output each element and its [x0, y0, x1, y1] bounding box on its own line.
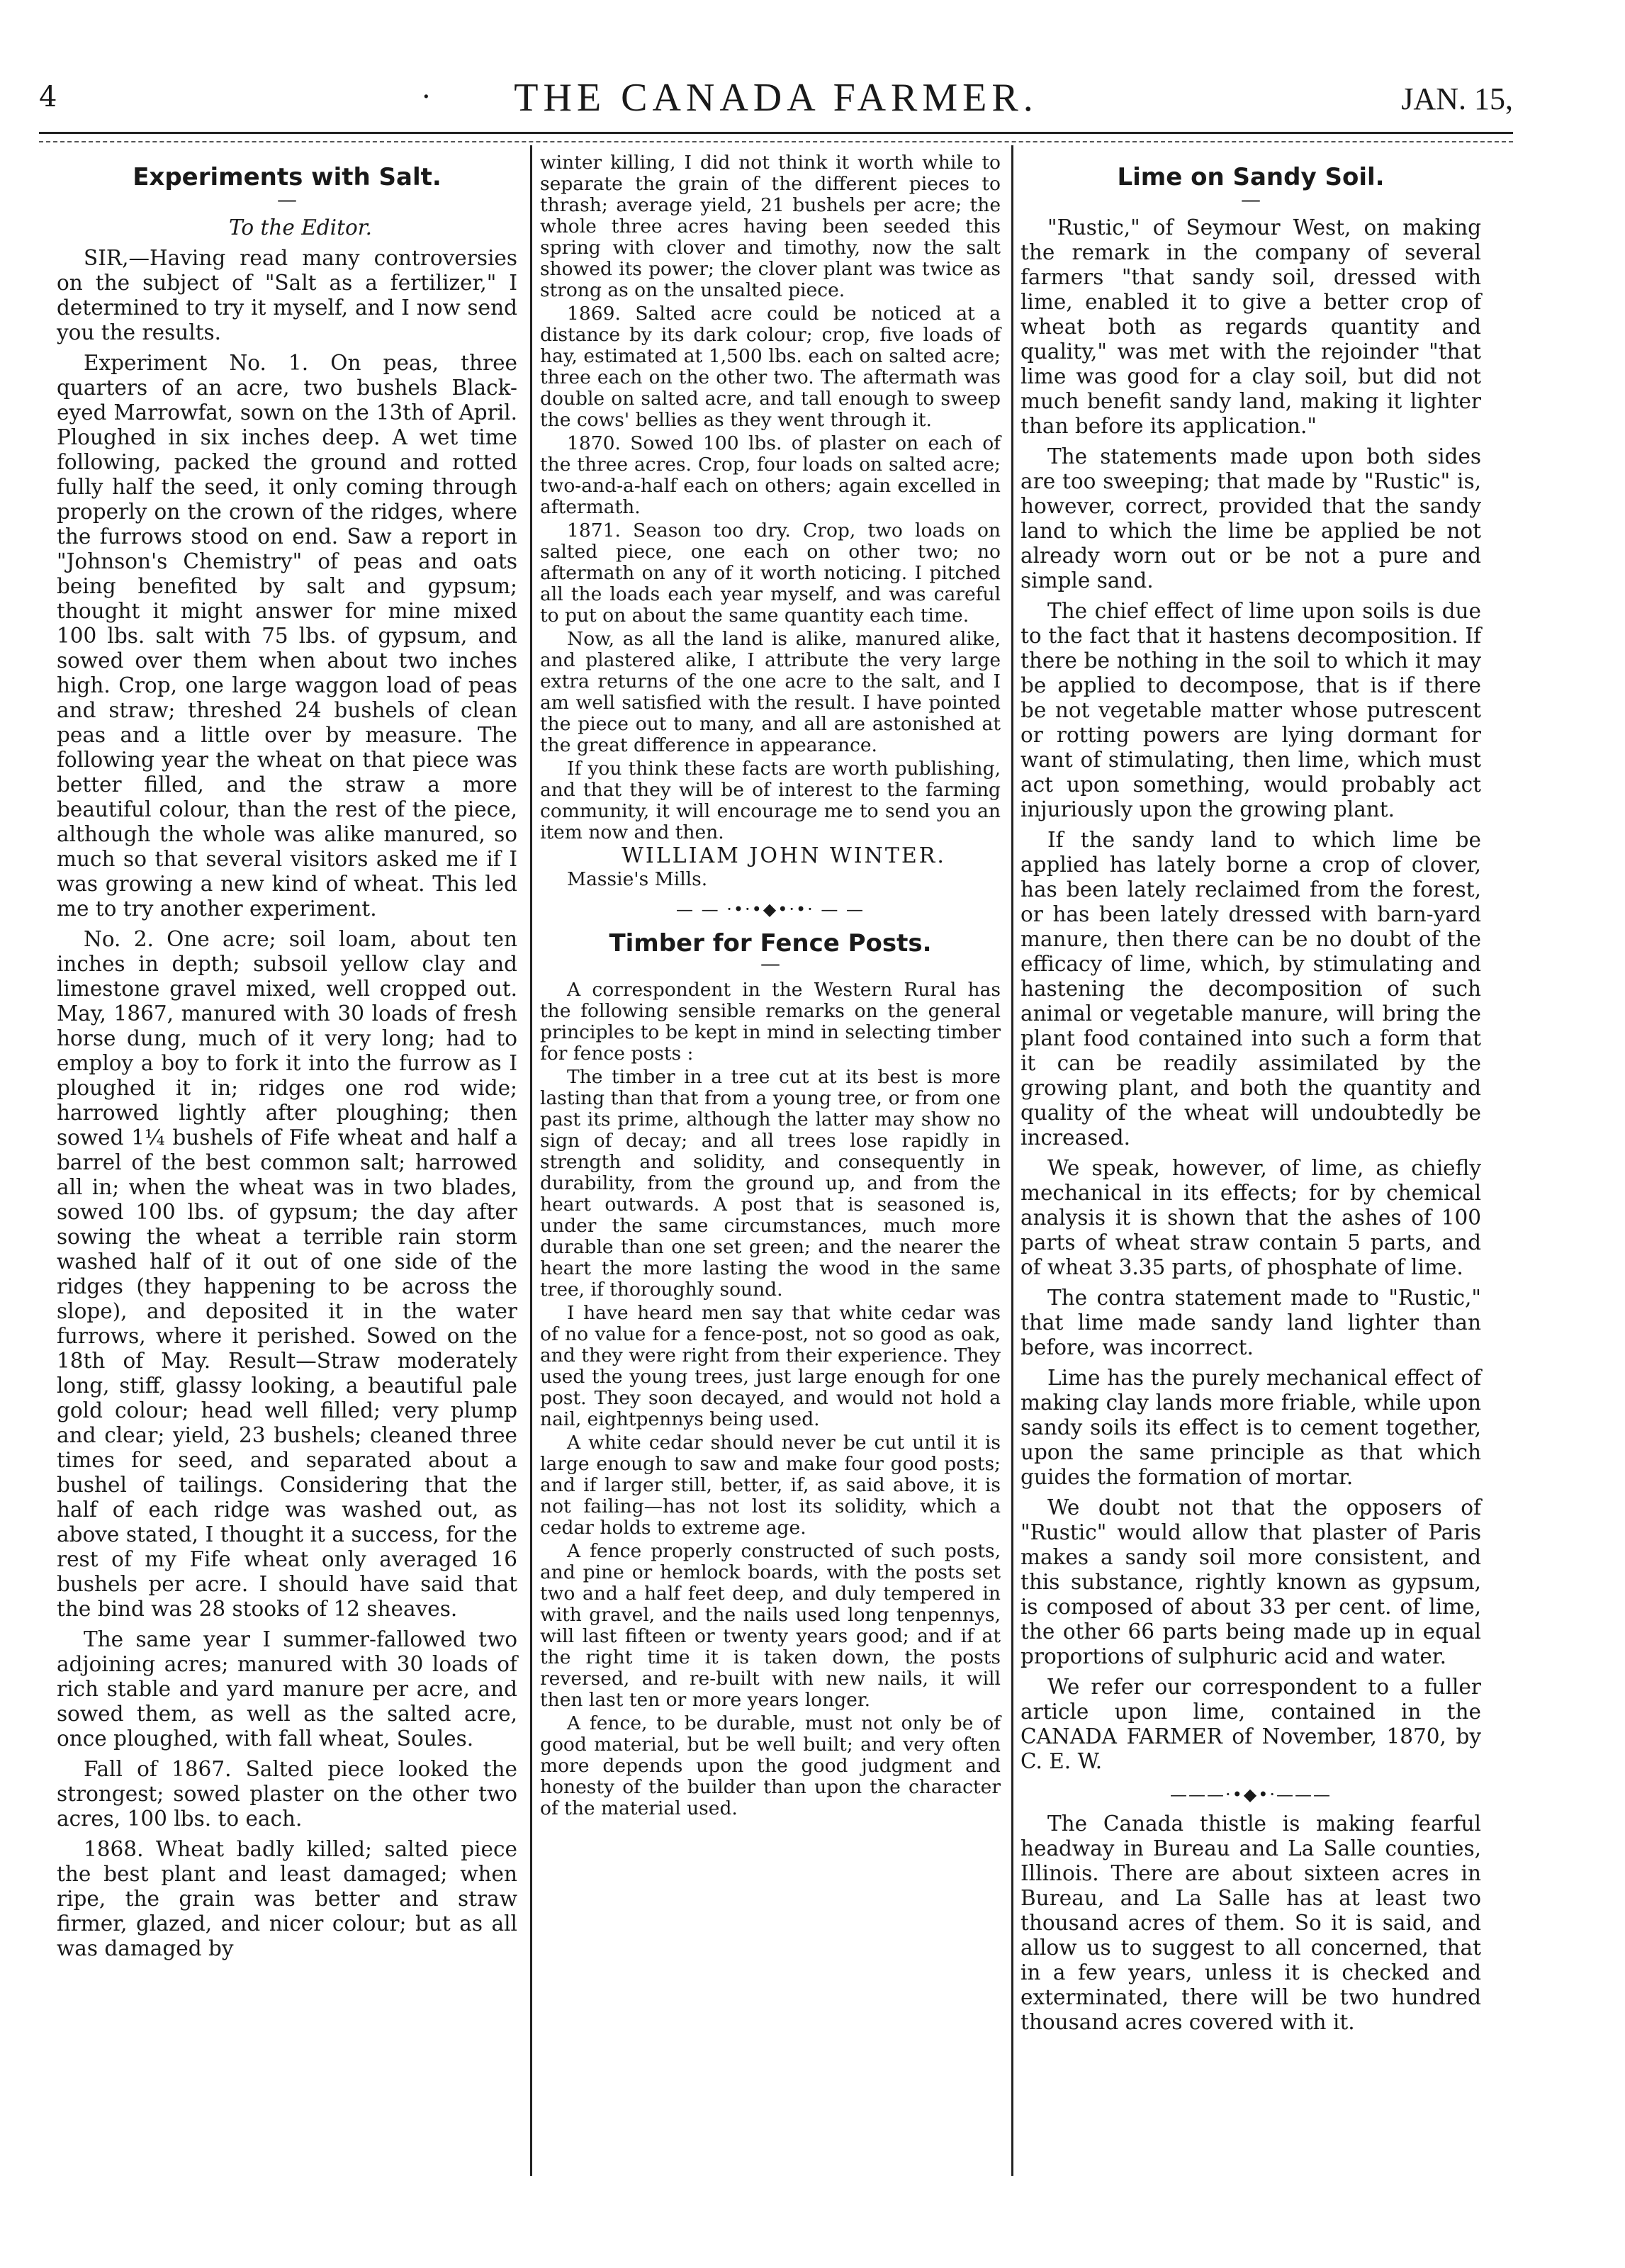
title-dash: — [760, 952, 780, 975]
paragraph: No. 2. One acre; soil loam, about ten inches in depth; subsoil yellow clay and limestone gravel mixed, well cropped out. May, 1867, manured with 30 loads of fresh horse dung, much of it very long; had to employ a boy to fork it into the furrow as I ploughed it in; ridges one rod wide; harrowed lightly after ploughing; then sowed 1¼ bushels of Fife wheat and half a barrel of the best common salt; harrowed all in; when the wheat was in two blades, sowed 100 lbs. of gypsum; the day after sowing the wheat a terrible rain storm washed half of it out of one side of the ridges (they happening to be across the slope), and deposited it in the water furrows, where it perished. Sowed on the 18th of May. Result—Straw moderately long, stiff, glassy looking, a beautiful pale gold colour; head well filled; very plump and clear; yield, 23 bushels; cleaned three times for seed, and separated about a bushel of tailings. Considering that the half of each ridge was washed out, as above stated, I thought it a success, for the rest of my Fife wheat only averaged 16 bushels per acre. I should have said that the bind was 28 stooks of 12 sheaves. [57, 927, 517, 1621]
paragraph: We doubt not that the opposers of "Rustic" would allow that plaster of Paris makes a sandy soil more consistent, and this substance, rightly known as gypsum, is composed of about 33 per cent. of lime, the other 66 parts being made up in equal proportions of sulphuric acid and water. [1020, 1495, 1481, 1668]
paragraph: 1869. Salted acre could be noticed at a distance by its dark colour; crop, five loads of hay, estimated at 1,500 lbs. each on salted acre; three each on the other two. The aftermath was double on salted acre, and tall enough to sweep the cows' bellies as they went through it. [540, 303, 1001, 431]
author-location: Massie's Mills. [567, 868, 708, 890]
salutation: To the Editor. [229, 215, 372, 240]
paragraph: The contra statement made to "Rustic," that lime made sandy land lighter than before, was incorrect. [1020, 1286, 1481, 1359]
paragraph: A correspondent in the Western Rural has the following sensible remarks on the general principles to be kept in mind in selecting timber for fence posts : [540, 979, 1001, 1065]
paragraph: If you think these facts are worth publishing, and that they will be of interest to the farming community, it will encourage me to send you an item now and then. [540, 758, 1001, 843]
paragraph: The Canada thistle is making fearful headway in Bureau and La Salle counties, Illinois. There are about sixteen acres in Bureau, and La Salle has at least two thousand acres of them. So it is said, and allow us to suggest to all concerned, that in a few years, unless it is checked and exterminated, there will be two hundred thousand acres covered with it. [1020, 1812, 1481, 2034]
paragraph: A white cedar should never be cut until it is large enough to saw and make four good posts; and if larger still, better, if, as said above, it is not failing—has not lost its solidity, which a cedar holds to extreme age. [540, 1432, 1001, 1539]
paragraph: The statements made upon both sides are too sweeping; that made by "Rustic" is, however, correct, provided that the sandy land to which the lime be applied be not already worn out or be not a pure and simple sand. [1020, 444, 1481, 593]
title-dash: — [277, 188, 297, 211]
paragraph: Now, as all the land is alike, manured alike, and plastered alike, I attribute the very large extra returns of the one acre to the salt, and I am well satisfied with the result. I have pointed the piece out to many, and all are astonished at the great difference in appearance. [540, 628, 1001, 756]
header-separator: · [422, 81, 431, 113]
paragraph: Lime has the purely mechanical effect of making clay lands more friable, while upon sandy soils its effect is to cement together, upon the same principle as that which guides the formation of mortar. [1020, 1366, 1481, 1489]
paragraph: 1868. Wheat badly killed; salted piece the best plant and least damaged; when ripe, the grain was better and straw firmer, glazed, and nicer colour; but as all was damaged by [57, 1837, 517, 1960]
column-3 [1020, 152, 1481, 2040]
column-1 [57, 152, 517, 1967]
paragraph: We refer our correspondent to a fuller article upon lime, contained in the CANADA FARMER of November, 1870, by C. E. W. [1020, 1675, 1481, 1773]
masthead: THE CANADA FARMER. [514, 76, 1038, 120]
page-number: 4 [39, 81, 57, 113]
paragraph: We speak, however, of lime, as chiefly mechanical in its effects; for by chemical analysis it is shown that the ashes of 100 parts of wheat straw contain 5 parts, and of wheat 3.35 parts, of phosphate of lime. [1020, 1156, 1481, 1279]
article-title-salt: Experiments with Salt. [133, 163, 442, 191]
article-title-timber: Timber for Fence Posts. [609, 929, 932, 958]
paragraph: 1870. Sowed 100 lbs. of plaster on each of the three acres. Crop, four loads on salted acre; two-and-a-half each on others; again excelled in aftermath. [540, 432, 1001, 518]
paragraph: The timber in a tree cut at its best is more lasting than that from a young tree, or from one past its prime, although the latter may show no sign of decay; and all trees lose rapidly in strength and solidity, and consequently in durability, from the ground up, and from the heart outwards. A post that is seasoned is, under the same circumstances, much more durable than one set green; and the nearer the heart the more lasting the wood in the same tree, if thoroughly sound. [540, 1066, 1001, 1301]
paragraph: Fall of 1867. Salted piece looked the strongest; sowed plaster on the other two acres, 100 lbs. to each. [57, 1757, 517, 1831]
header-rule [39, 132, 1513, 142]
title-dash: — [1241, 188, 1261, 211]
paragraph: 1871. Season too dry. Crop, two loads on salted piece, one each on other two; no aftermath on any of it worth noticing. I pitched all the loads each year myself, and was careful to put on about the same quantity each time. [540, 520, 1001, 627]
issue-date: JAN. 15, [1401, 82, 1513, 116]
section-ornament: — — ·•·•◆•·•· — — [675, 899, 865, 919]
paragraph: winter killing, I did not think it worth while to separate the grain of the different pieces to thrash; average yield, 21 bushels per acre; the whole three acres having been seeded this spring with clover and timothy, now the salt showed its power; the clover plant was twice as strong as on the unsalted piece. [540, 152, 1001, 301]
article-title-lime: Lime on Sandy Soil. [1117, 163, 1385, 191]
paragraph: If the sandy land to which lime be applied has lately borne a crop of clover, has been lately reclaimed from the forest, or has been lately dressed with barn-yard manure, then there can be no doubt of the efficacy of lime, which, by stimulating and hastening the decomposition of such animal or vegetable manure, will bring the plant food contained into such a form that it can be readily assimilated by the growing plant, and both the quantity and quality of the wheat will undoubtedly be increased. [1020, 828, 1481, 1150]
paragraph: "Rustic," of Seymour West, on making the remark in the company of several farmers "that sandy soil, dressed with lime, enabled it to give a better crop of wheat both as regards quantity and quality," was met with the rejoinder "that lime was good for a clay soil, but did not much benefit sandy land, making it lighter than before its application." [1020, 215, 1481, 438]
column-divider-2 [1011, 145, 1013, 2176]
paragraph: The same year I summer-fallowed two adjoining acres; manured with 30 loads of rich stable and yard manure per acre, and sowed them, as well as the salted acre, once ploughed, with fall wheat, Soules. [57, 1627, 517, 1751]
paragraph: I have heard men say that white cedar was of no value for a fence-post, not so good as oak, and they were right from their experience. They used the young trees, just large enough for one post. They soon decayed, and would not hold a nail, eightpennys being used. [540, 1302, 1001, 1430]
column-2 [540, 152, 1001, 1821]
author-signature: WILLIAM JOHN WINTER. [622, 843, 946, 868]
paragraph: A fence properly constructed of such posts, and pine or hemlock boards, with the posts set two and a half feet deep, and duly tempered in with gravel, and the nails used long tenpennys, will last fifteen or twenty years good; and if at the right time it is taken down, the posts reversed, and re-built with new nails, it will then last ten or more years longer. [540, 1540, 1001, 1711]
column-divider-1 [530, 145, 532, 2176]
paragraph: Experiment No. 1. On peas, three quarters of an acre, two bushels Black-eyed Marrowfat, sown on the 13th of April. Ploughed in six inches deep. A wet time following, packed the ground and rotted fully half the seed, it only coming through properly on the crown of the ridges, where the furrows stood on end. Saw a report in "Johnson's Chemistry" of peas and oats being benefited by salt and gypsum; thought it might answer for mine mixed 100 lbs. salt with 75 lbs. of gypsum, and sowed over them when about two inches high. Crop, one large waggon load of peas and straw; threshed 24 bushels of clean peas and a little over by measure. The following year the wheat on that piece was better filled, and the straw a more beautiful colour, than the rest of the piece, although the whole was alike manured, so much so that several visitors asked me if I was growing a new kind of wheat. This led me to try another experiment. [57, 351, 517, 921]
paragraph: SIR,—Having read many controversies on the subject of "Salt as a fertilizer," I determined to try it myself, and I now send you the results. [57, 246, 517, 344]
section-ornament: ———·•◆•·——— [1169, 1785, 1332, 1804]
page-header [39, 75, 1513, 132]
paragraph: The chief effect of lime upon soils is due to the fact that it hastens decomposition. If there be nothing in the soil to which it may be applied to decompose, that is if there be not vegetable matter whose putrescent or rotting powers are lying dormant for want of stimulating, then lime, which must act upon something, would probably act injuriously upon the growing plant. [1020, 599, 1481, 821]
paragraph: A fence, to be durable, must not only be of good material, but be well built; and very often more depends upon the good judgment and honesty of the builder than upon the character of the material used. [540, 1712, 1001, 1819]
